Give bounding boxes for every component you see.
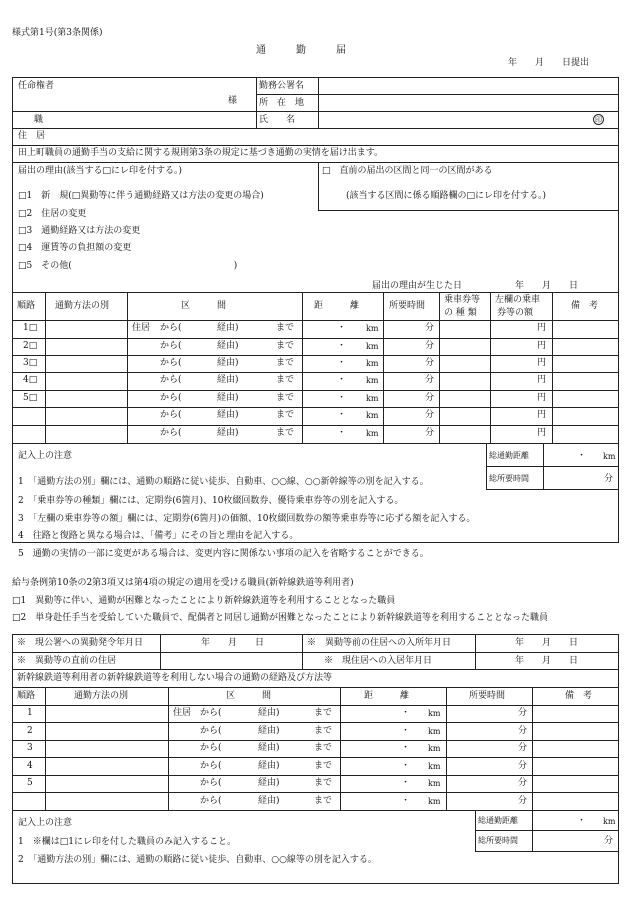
t2-from-cell: から( [200, 743, 222, 753]
t2-via-cell: 経由) [258, 726, 280, 736]
form-number: 様式第1号(第3条関係) [12, 28, 103, 38]
t1-fare-unit: 円 [537, 341, 547, 351]
t1-via-cell: 経由) [217, 341, 239, 351]
t1-via-cell: 経由) [217, 393, 239, 403]
t2-from-cell: から( [200, 761, 222, 771]
shinkansen-a1: ※ 現公署への異動発令年月日 [17, 638, 144, 648]
shinkansen-item: □2 単身赴任手当を受給していた職員で、配偶者と同居し通勤が困難となったことにより新幹線鉄道等を利用することとなった職員 [12, 613, 549, 623]
t2-via-cell: 経由) [258, 708, 280, 718]
shinkansen-b4: 年 月 日 [515, 656, 579, 666]
t1-header-section: 区 間 [181, 301, 227, 311]
sama-label: 様 [228, 96, 238, 106]
t2-header-remarks: 備 考 [565, 691, 593, 701]
t1-fare-unit: 円 [537, 428, 547, 438]
t1-route-cell: 1□ [23, 323, 38, 333]
note1-item: 4 往路と復路と異なる場合は、「備考」にその旨と理由を記入する。 [18, 531, 299, 541]
shinkansen-a3: ※ 異動等前の住居への入所年月日 [307, 638, 452, 648]
t1-fare-unit: 円 [537, 358, 547, 368]
t2-distance-unit: km [428, 797, 441, 806]
t2-header-route: 順路 [17, 691, 36, 701]
shinkansen-alt-title: 新幹線鉄道等利用者の新幹線鉄道等を利用しない場合の通勤の経路及び方法等 [17, 673, 333, 683]
t2-distance-unit: km [428, 709, 441, 718]
notes1-total-distance-label: 総通勤距離 [489, 451, 529, 460]
t2-home-cell: 住居 [173, 708, 192, 718]
t1-time-unit: 分 [425, 341, 435, 351]
notes2-total-time-min: 分 [604, 836, 614, 846]
t1-distance-unit: km [366, 324, 379, 333]
t2-from-cell: から( [200, 726, 222, 736]
t1-to-cell: まで [276, 428, 295, 438]
t1-distance-dot: ・ [337, 428, 347, 438]
notes2-total-distance-label: 総通勤距離 [478, 816, 518, 825]
t2-time-unit: 分 [518, 743, 528, 753]
t2-to-cell: まで [314, 726, 333, 736]
location-label: 所 在 地 [259, 98, 305, 108]
t1-to-cell: まで [276, 341, 295, 351]
t1-header-method: 通勤方法の別 [55, 301, 110, 311]
t1-time-unit: 分 [425, 323, 435, 333]
t2-time-unit: 分 [518, 708, 528, 718]
reason-date-value: 年 月 日 [515, 281, 579, 291]
t1-distance-dot: ・ [337, 341, 347, 351]
t1-distance-dot: ・ [337, 410, 347, 420]
t2-via-cell: 経由) [258, 778, 280, 788]
t2-distance-unit: km [428, 744, 441, 753]
position-label: 職 [34, 115, 44, 125]
t2-via-cell: 経由) [258, 761, 280, 771]
t1-distance-dot: ・ [337, 375, 347, 385]
shinkansen-a2: 年 月 日 [201, 638, 265, 648]
t1-fare-unit: 円 [537, 410, 547, 420]
t1-from-cell: から( [160, 393, 182, 403]
t1-time-unit: 分 [425, 393, 435, 403]
t2-route-cell: 1 [27, 708, 33, 718]
t1-via-cell: 経由) [217, 358, 239, 368]
shinkansen-item: □1 異動等に伴い、通勤が困難となったことにより新幹線鉄道等を利用することとなった職員 [12, 596, 396, 606]
submit-date: 年 月 日提出 [508, 58, 590, 68]
notes2-total-time-label: 総所要時間 [478, 836, 518, 845]
t1-distance-unit: km [366, 376, 379, 385]
t1-header-route: 順路 [17, 301, 36, 311]
t1-distance-unit: km [366, 359, 379, 368]
shinkansen-b3: ※ 現住居への入居年月日 [324, 656, 433, 666]
t1-to-cell: まで [276, 358, 295, 368]
t1-home-cell: 住居 [132, 323, 151, 333]
notes1-total-time-label: 総所要時間 [489, 474, 529, 483]
reason-date-label: 届出の理由が生じた日 [372, 281, 463, 291]
t2-distance-unit: km [428, 779, 441, 788]
t1-fare-unit: 円 [537, 375, 547, 385]
reason-item: □5 その他( ) [18, 261, 238, 271]
name-label: 氏 名 [259, 115, 296, 125]
note1-item: 3 「左欄の乗車券等の額」欄には、定期券(6箇月)の価額、10枚綴回数券の額等乗車券等に応ずる額を記入する。 [18, 514, 476, 524]
t2-distance-dot: ・ [401, 743, 411, 753]
workplace-label: 勤務公署名 [259, 81, 305, 91]
t1-header-distance: 距 離 [314, 301, 360, 311]
t1-route-cell: 5□ [23, 393, 38, 403]
t1-time-unit: 分 [425, 358, 435, 368]
shinkansen-a4: 年 月 日 [515, 638, 579, 648]
t2-distance-dot: ・ [401, 761, 411, 771]
reason-same: □ 直前の届出の区間と同一の区間がある [322, 166, 493, 176]
reason-item: □1 新 規(□異動等に伴う通勤経路又は方法の変更の場合) [18, 191, 264, 201]
t1-distance-unit: km [366, 411, 379, 420]
notes1-title: 記入上の注意 [18, 451, 73, 461]
t2-distance-dot: ・ [401, 708, 411, 718]
t1-route-cell: 4□ [23, 375, 38, 385]
t1-via-cell: 経由) [217, 410, 239, 420]
statement-text: 田上町職員の通勤手当の支給に関する規則第3条の規定に基づき通勤の実情を届け出ます。 [18, 148, 384, 158]
t1-distance-dot: ・ [337, 393, 347, 403]
t1-to-cell: まで [276, 323, 295, 333]
t1-from-cell: から( [160, 375, 182, 385]
t2-via-cell: 経由) [258, 796, 280, 806]
t2-from-cell: から( [200, 778, 222, 788]
t1-distance-unit: km [366, 342, 379, 351]
t1-header-fare: 左欄の乗車 [495, 295, 541, 305]
t2-distance-unit: km [428, 727, 441, 736]
t1-fare-unit: 円 [537, 323, 547, 333]
notes1-total-distance-km: km [603, 452, 616, 461]
address-label: 住 居 [18, 131, 46, 141]
t2-time-unit: 分 [518, 796, 528, 806]
t2-distance-dot: ・ [401, 778, 411, 788]
t1-from-cell: から( [160, 358, 182, 368]
form-title: 通 勤 届 [256, 45, 346, 56]
t1-time-unit: 分 [425, 375, 435, 385]
t2-header-method: 通勤方法の別 [74, 691, 129, 701]
t1-time-unit: 分 [425, 410, 435, 420]
note1-item: 2 「乗車券等の種類」欄には、定期券(6箇月)、10枚綴回数券、優待乗車券等の別を記入する。 [18, 496, 404, 506]
t1-header-remarks: 備 考 [571, 301, 599, 311]
t2-route-cell: 3 [27, 743, 33, 753]
reason-item: □2 住居の変更 [18, 209, 87, 219]
t2-to-cell: まで [314, 708, 333, 718]
t2-to-cell: まで [314, 743, 333, 753]
appointer-label: 任命権者 [18, 81, 55, 91]
t2-time-unit: 分 [518, 726, 528, 736]
t1-header-fare-2: 券等の額 [497, 308, 534, 318]
note1-item: 5 通勤の実情の一部に変更がある場合は、変更内容に関係ない事項の記入を省略することができる。 [18, 549, 429, 559]
t1-from-cell: から( [160, 323, 182, 333]
reason-item: □4 運賃等の負担額の変更 [18, 243, 132, 253]
t1-distance-dot: ・ [337, 323, 347, 333]
t1-distance-dot: ・ [337, 358, 347, 368]
note2-item: 1 ※欄は□1にレ印を付した職員のみ記入すること。 [18, 837, 236, 847]
t1-to-cell: まで [276, 393, 295, 403]
notes2-total-distance-dot: ・ [577, 816, 587, 826]
reason-item: □3 通勤経路又は方法の変更 [18, 226, 141, 236]
t1-from-cell: から( [160, 428, 182, 438]
t1-route-cell: 3□ [23, 358, 38, 368]
t2-header-section: 区 間 [226, 691, 272, 701]
t2-from-cell: から( [200, 796, 222, 806]
notes1-total-distance-dot: ・ [577, 451, 587, 461]
t2-via-cell: 経由) [258, 743, 280, 753]
t1-header-time: 所要時間 [389, 301, 426, 311]
t1-via-cell: 経由) [217, 323, 239, 333]
t1-via-cell: 経由) [217, 375, 239, 385]
t2-to-cell: まで [314, 761, 333, 771]
t2-from-cell: から( [200, 708, 222, 718]
t2-route-cell: 5 [27, 778, 33, 788]
reason-same-note: (該当する区間に係る順路欄の□にレ印を付する。) [346, 191, 547, 201]
shinkansen-b1: ※ 異動等の直前の住居 [17, 656, 117, 666]
t1-from-cell: から( [160, 410, 182, 420]
t1-header-ticket-2: の 種 類 [444, 308, 477, 318]
t2-to-cell: まで [314, 778, 333, 788]
t2-time-unit: 分 [518, 778, 528, 788]
seal-mark: 印 [595, 116, 602, 124]
t1-from-cell: から( [160, 341, 182, 351]
notes1-total-time-min: 分 [604, 474, 614, 484]
t1-via-cell: 経由) [217, 428, 239, 438]
notes2-title: 記入上の注意 [18, 818, 73, 828]
reason-title: 届出の理由(該当する□にレ印を付する。) [18, 166, 183, 176]
t2-route-cell: 4 [27, 761, 33, 771]
note1-item: 1 「通勤方法の別」欄には、通勤の順路に従い徒歩、自動車、○○線、○○新幹線等の別を記入する。 [18, 477, 429, 487]
t1-distance-unit: km [366, 394, 379, 403]
t1-header-ticket: 乗車券等 [444, 295, 481, 305]
t2-to-cell: まで [314, 796, 333, 806]
t2-distance-dot: ・ [401, 796, 411, 806]
notes2-total-distance-km: km [603, 817, 616, 826]
t2-distance-unit: km [428, 762, 441, 771]
t2-time-unit: 分 [518, 761, 528, 771]
t1-time-unit: 分 [425, 428, 435, 438]
note2-item: 2 「通勤方法の別」欄には、通勤の順路に従い徒歩、自動車、○○線等の別を記入する。 [18, 855, 377, 865]
t2-distance-dot: ・ [401, 726, 411, 736]
t2-header-distance: 距 離 [364, 691, 410, 701]
t2-header-time: 所要時間 [469, 691, 506, 701]
shinkansen-title: 給与条例第10条の2第3項又は第4項の規定の適用を受ける職員(新幹線鉄道等利用者) [12, 578, 354, 588]
t1-fare-unit: 円 [537, 393, 547, 403]
t1-distance-unit: km [366, 429, 379, 438]
t1-to-cell: まで [276, 375, 295, 385]
t2-route-cell: 2 [27, 726, 33, 736]
t1-route-cell: 2□ [23, 341, 38, 351]
t1-to-cell: まで [276, 410, 295, 420]
